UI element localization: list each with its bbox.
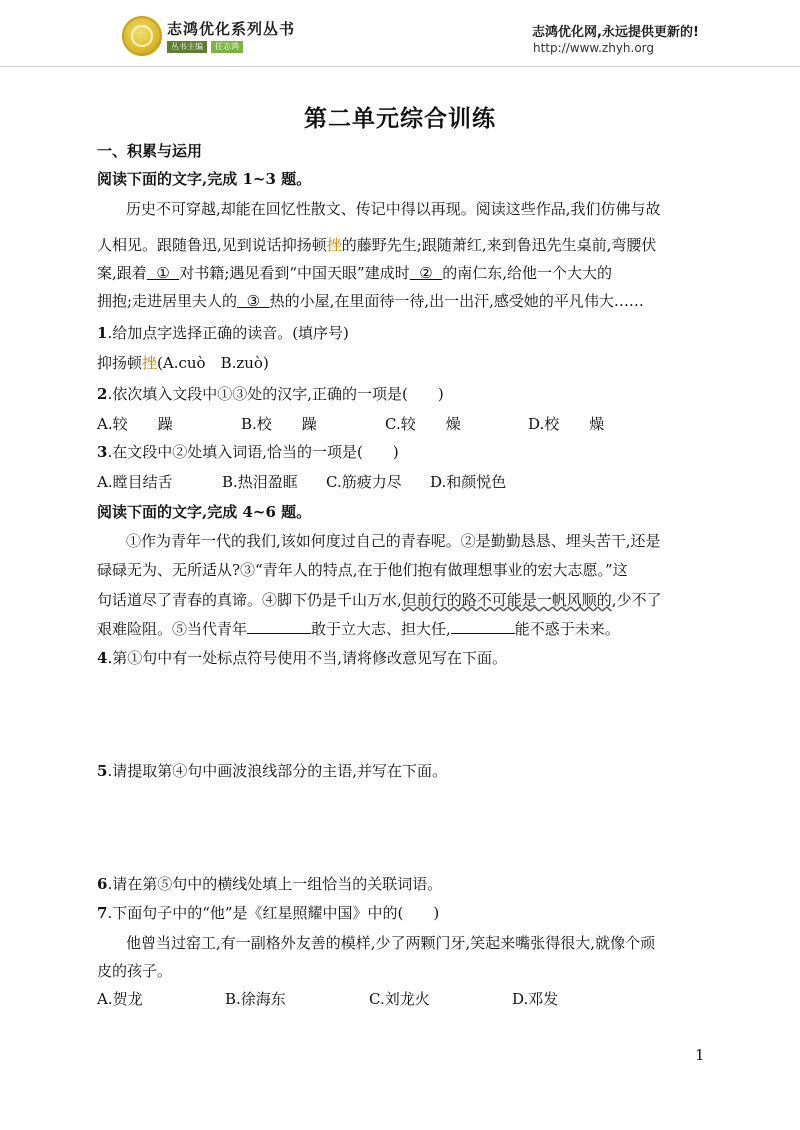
question-3: 3.在文段中②处填入词语,恰当的一项是( ) (97, 443, 399, 461)
answer-blank[interactable] (247, 621, 311, 634)
q2-option-d[interactable]: D.校 燥 (528, 415, 605, 433)
page-number: 1 (695, 1046, 705, 1064)
q7-option-d[interactable]: D.邓发 (512, 990, 559, 1008)
q3-option-a[interactable]: A.瞠目结舌 (97, 473, 173, 491)
question-1: 1.给加点字选择正确的读音。(填序号) (97, 324, 349, 342)
question-4: 4.第①句中有一处标点符号使用不当,请将修改意见写在下面。 (97, 649, 507, 667)
page-title: 第二单元综合训练 (304, 105, 496, 132)
passage2-line4: 艰难险阻。⑤当代青年 敢于立大志、担大任, 能不惑于未来。 (97, 620, 620, 638)
logo-emblem-icon (122, 16, 162, 56)
reading-intro-4-6: 阅读下面的文字,完成 4~6 题。 (97, 503, 312, 521)
passage1-line4: 拥抱;走进居里夫人的 ③ 热的小屋,在里面待一待,出一出汗,感受她的平凡伟大…… (97, 292, 644, 310)
blank-3: ③ (237, 292, 270, 310)
q2-option-c[interactable]: C.较 燥 (385, 415, 461, 433)
q2-option-b[interactable]: B.校 躁 (241, 415, 317, 433)
q3-option-c[interactable]: C.筋疲力尽 (326, 473, 402, 491)
header-divider (0, 66, 800, 67)
passage1-line3: 案,跟着 ① 对书籍;遇见看到“中国天眼”建成时 ② 的南仁东,给他一个大大的 (97, 264, 613, 282)
blank-2: ② (409, 264, 443, 282)
passage1-line2: 人相见。跟随鲁迅,见到说话抑扬顿挫的藤野先生;跟随萧红,来到鲁迅先生桌前,弯腰伏 (97, 236, 657, 254)
answer-blank[interactable] (451, 621, 515, 634)
passage2-line2: 碌碌无为、无所适从?③“青年人的特点,在于他们抱有做理想事业的宏大志愿。”这 (97, 561, 628, 579)
q7-option-b[interactable]: B.徐海东 (225, 990, 286, 1008)
dotted-character: 挫 (142, 354, 158, 372)
question-1-word: 抑扬顿挫(A.cuò B.zuò) (97, 354, 269, 372)
editor-tag: 丛书主编 (167, 41, 207, 53)
question-7-quote-line1: 他曾当过窑工,有一副格外友善的模样,少了两颗门牙,笑起来嘴张得很大,就像个顽 (126, 934, 656, 952)
question-7: 7.下面句子中的“他”是《红星照耀中国》中的( ) (97, 904, 440, 922)
q7-option-a[interactable]: A.贺龙 (97, 990, 143, 1008)
q3-option-b[interactable]: B.热泪盈眶 (222, 473, 298, 491)
question-5: 5.请提取第④句中画波浪线部分的主语,并写在下面。 (97, 762, 447, 780)
dotted-character: 挫 (326, 236, 342, 254)
section-heading: 一、积累与运用 (97, 142, 203, 160)
brand-name: 志鸿优化系列丛书 (167, 20, 296, 38)
passage1-line1: 历史不可穿越,却能在回忆性散文、传记中得以再现。阅读这些作品,我们仿佛与故 (126, 200, 661, 218)
q7-option-c[interactable]: C.刘龙火 (369, 990, 430, 1008)
passage2-line1: ①作为青年一代的我们,该如何度过自己的青春呢。②是勤勤恳恳、埋头苦干,还是 (126, 532, 661, 550)
q2-option-a[interactable]: A.较 躁 (97, 415, 173, 433)
reading-intro-1-3: 阅读下面的文字,完成 1~3 题。 (97, 170, 312, 188)
header-slogan: 志鸿优化网,永远提供更新的! (532, 25, 699, 40)
question-6: 6.请在第⑤句中的横线处填上一组恰当的关联词语。 (97, 875, 443, 893)
editor-name-tag: 任志鸿 (211, 41, 243, 53)
header-url[interactable]: http://www.zhyh.org (533, 41, 655, 55)
question-2: 2.依次填入文段中①③处的汉字,正确的一项是( ) (97, 385, 444, 403)
blank-1: ① (146, 264, 180, 282)
passage2-line3: 句话道尽了青春的真谛。④脚下仍是千山万水,但前行的路不可能是一帆风顺的,少不了 (97, 591, 662, 609)
question-7-quote-line2: 皮的孩子。 (97, 962, 173, 980)
wavy-underlined-clause: 但前行的路不可能是一帆风顺的 (401, 591, 612, 609)
q3-option-d[interactable]: D.和颜悦色 (430, 473, 507, 491)
page-header (0, 0, 800, 70)
